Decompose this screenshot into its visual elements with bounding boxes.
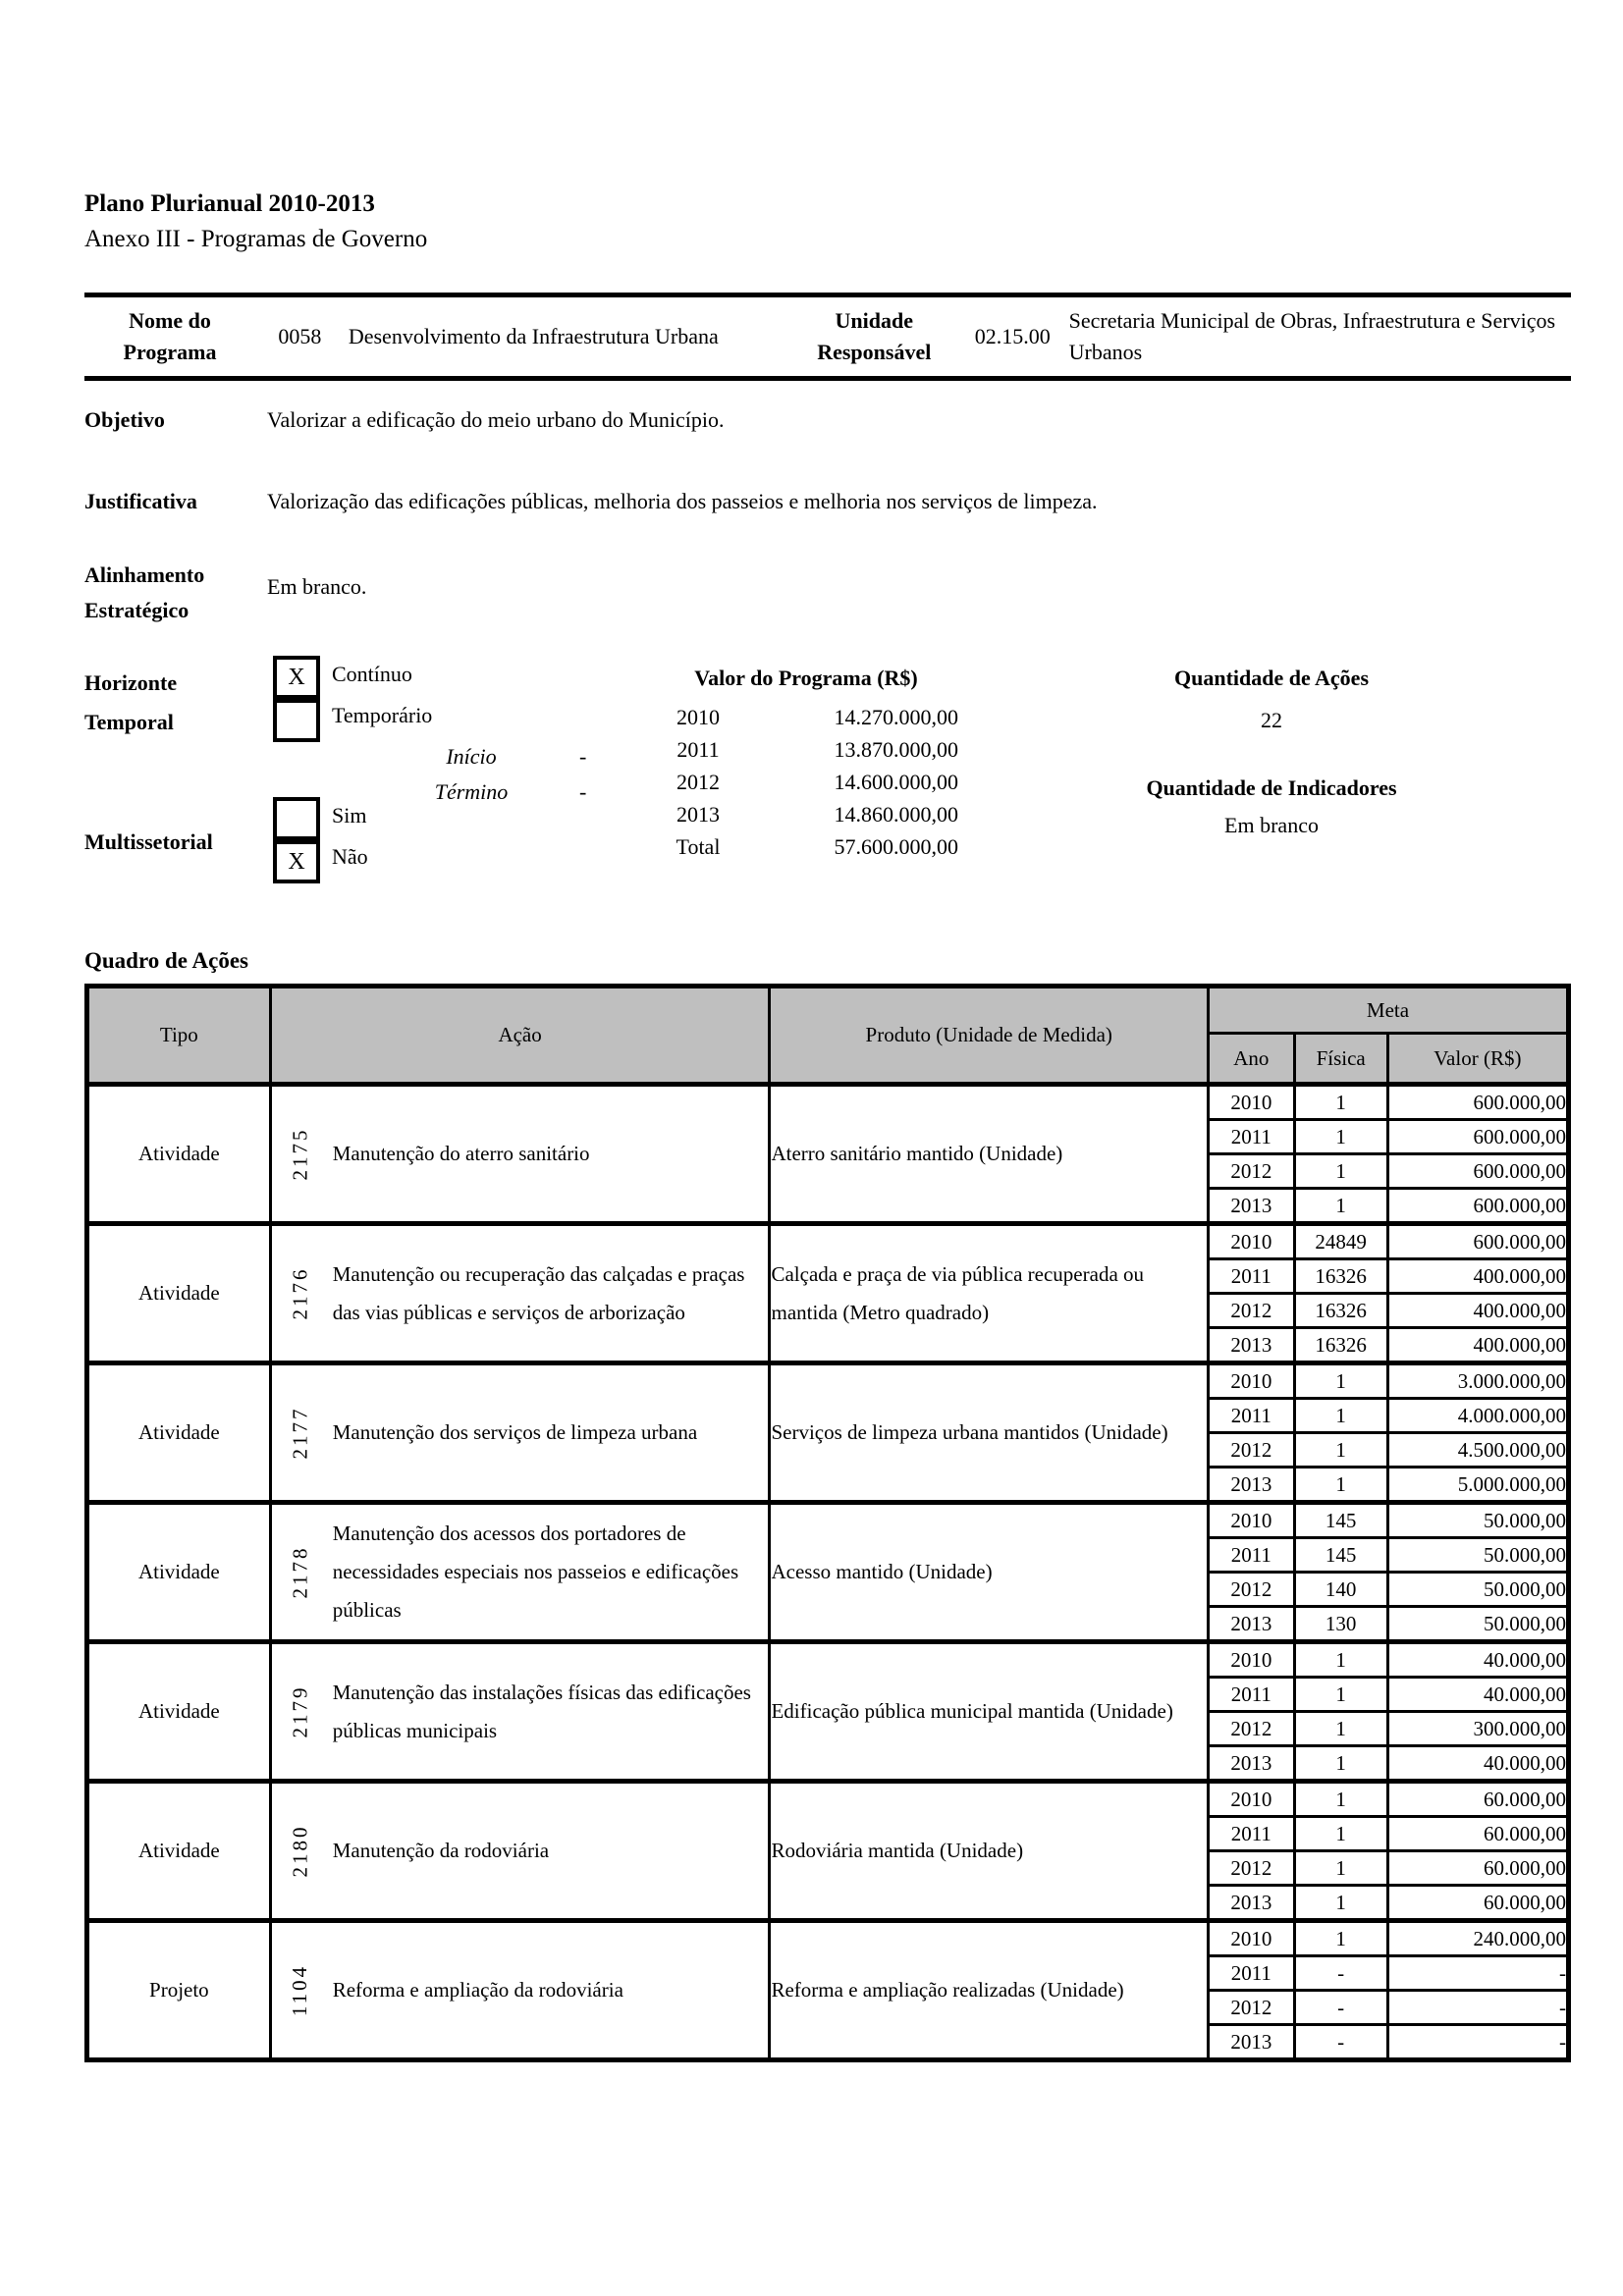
action-code-rotated: 2175 <box>288 1127 312 1181</box>
meta-fisica-cell: 140 <box>1294 1573 1387 1607</box>
quadro-header-row-1 <box>87 987 1569 1034</box>
action-acao-cell <box>270 1642 770 1782</box>
termino-label: Término <box>434 779 509 804</box>
action-tipo-cell: Atividade <box>87 1782 271 1921</box>
meta-fisica-cell: 130 <box>1294 1607 1387 1642</box>
action-code-rotated: 2177 <box>288 1406 312 1460</box>
meta-valor-cell: 240.000,00 <box>1387 1921 1568 1956</box>
action-code-rotated: 2178 <box>288 1545 312 1599</box>
valor-amount: 13.870.000,00 <box>834 737 958 762</box>
action-description: Manutenção dos serviços de limpeza urbana <box>332 1420 698 1445</box>
meta-ano-cell: 2013 <box>1208 1886 1294 1921</box>
meta-ano-cell: 2012 <box>1208 1712 1294 1746</box>
document-title: Plano Plurianual 2010-2013 <box>84 190 375 217</box>
valor-row <box>644 705 958 730</box>
meta-valor-cell: 600.000,00 <box>1387 1120 1568 1154</box>
meta-fisica-cell: - <box>1294 2025 1387 2060</box>
meta-fisica-cell: 1 <box>1294 1712 1387 1746</box>
col-header-acao: Ação <box>270 987 770 1085</box>
meta-fisica-cell: 1 <box>1294 1433 1387 1468</box>
action-produto-cell: Calçada e praça de via pública recuperada ou mantida (Metro quadrado) <box>770 1224 1208 1363</box>
quadro-acoes-title: Quadro de Ações <box>84 948 248 973</box>
meta-valor-cell: - <box>1387 1991 1568 2025</box>
action-acao-cell <box>270 1224 770 1363</box>
horizonte-checkbox-group <box>273 656 433 742</box>
action-acao-cell <box>270 1363 770 1503</box>
meta-ano-cell: 2011 <box>1208 1538 1294 1573</box>
meta-valor-cell: 3.000.000,00 <box>1387 1363 1568 1399</box>
sim-checkbox <box>273 797 320 840</box>
meta-ano-cell: 2012 <box>1208 1154 1294 1189</box>
quantidade-acoes-label: Quantidade de Ações <box>1173 666 1370 690</box>
meta-valor-cell: - <box>1387 1956 1568 1991</box>
action-description: Manutenção do aterro sanitário <box>332 1142 590 1166</box>
meta-fisica-cell: 145 <box>1294 1503 1387 1538</box>
action-description: Manutenção das instalações físicas das edificações públicas municipais <box>332 1680 751 1742</box>
meta-fisica-cell: 1 <box>1294 1921 1387 1956</box>
valor-row <box>644 802 958 828</box>
quadro-meta-row <box>87 1503 1569 1538</box>
justificativa-label: Justificativa <box>84 489 197 513</box>
program-code: 0058 <box>278 323 322 348</box>
meta-ano-cell: 2012 <box>1208 1573 1294 1607</box>
continuo-label: Contínuo <box>332 662 412 686</box>
quantidade-acoes-value: 22 <box>1261 708 1282 732</box>
program-name-label: Nome do Programa <box>123 308 217 364</box>
action-tipo-cell: Atividade <box>87 1642 271 1782</box>
meta-valor-cell: 40.000,00 <box>1387 1746 1568 1782</box>
col-header-meta: Meta <box>1208 987 1568 1034</box>
action-produto-cell: Reforma e ampliação realizadas (Unidade) <box>770 1921 1208 2060</box>
action-tipo-cell: Projeto <box>87 1921 271 2060</box>
document-subtitle: Anexo III - Programas de Governo <box>84 226 428 252</box>
alinhamento-label: Alinhamento Estratégico <box>84 562 205 622</box>
meta-valor-cell: 50.000,00 <box>1387 1607 1568 1642</box>
meta-fisica-cell: - <box>1294 1956 1387 1991</box>
valor-amount: 14.600.000,00 <box>834 770 958 794</box>
objetivo-label: Objetivo <box>84 407 165 432</box>
temporario-label: Temporário <box>332 703 433 727</box>
program-name: Desenvolvimento da Infraestrutura Urbana <box>348 323 719 348</box>
meta-ano-cell: 2012 <box>1208 1991 1294 2025</box>
action-description: Reforma e ampliação da rodoviária <box>332 1978 623 2002</box>
valor-year: 2013 <box>676 802 720 827</box>
action-produto-cell: Acesso mantido (Unidade) <box>770 1503 1208 1642</box>
action-produto-cell: Serviços de limpeza urbana mantidos (Unidade) <box>770 1363 1208 1503</box>
meta-ano-cell: 2013 <box>1208 1468 1294 1503</box>
multissetorial-checkbox-group <box>273 797 368 883</box>
action-code-rotated: 2179 <box>288 1684 312 1738</box>
quadro-meta-row <box>87 1782 1569 1817</box>
meta-fisica-cell: 145 <box>1294 1538 1387 1573</box>
meta-valor-cell: 300.000,00 <box>1387 1712 1568 1746</box>
meta-valor-cell: 40.000,00 <box>1387 1642 1568 1678</box>
col-header-valor: Valor (R$) <box>1387 1034 1568 1085</box>
meta-ano-cell: 2010 <box>1208 1921 1294 1956</box>
termino-value: - <box>579 779 587 804</box>
meta-valor-cell: 60.000,00 <box>1387 1851 1568 1886</box>
meta-ano-cell: 2013 <box>1208 1607 1294 1642</box>
col-header-ano: Ano <box>1208 1034 1294 1085</box>
meta-fisica-cell: 1 <box>1294 1085 1387 1120</box>
meta-ano-cell: 2011 <box>1208 1399 1294 1433</box>
meta-fisica-cell: 16326 <box>1294 1328 1387 1363</box>
continuo-checkbox <box>273 656 320 699</box>
meta-ano-cell: 2011 <box>1208 1120 1294 1154</box>
meta-ano-cell: 2010 <box>1208 1503 1294 1538</box>
meta-valor-cell: 400.000,00 <box>1387 1294 1568 1328</box>
valor-year: 2010 <box>676 705 720 729</box>
meta-ano-cell: 2013 <box>1208 1746 1294 1782</box>
meta-valor-cell: 5.000.000,00 <box>1387 1468 1568 1503</box>
meta-ano-cell: 2010 <box>1208 1642 1294 1678</box>
action-code-rotated: 2180 <box>288 1824 312 1878</box>
quadro-acoes-table <box>84 984 1571 2062</box>
meta-ano-cell: 2010 <box>1208 1224 1294 1259</box>
meta-ano-cell: 2010 <box>1208 1363 1294 1399</box>
meta-valor-cell: 600.000,00 <box>1387 1224 1568 1259</box>
action-tipo-cell: Atividade <box>87 1363 271 1503</box>
action-produto-cell: Rodoviária mantida (Unidade) <box>770 1782 1208 1921</box>
action-description: Manutenção ou recuperação das calçadas e praças das vias públicas e serviços de arborização <box>332 1261 745 1324</box>
meta-fisica-cell: 1 <box>1294 1399 1387 1433</box>
action-code-rotated: 2176 <box>288 1266 312 1320</box>
valor-row <box>644 737 958 763</box>
meta-fisica-cell: 1 <box>1294 1154 1387 1189</box>
meta-valor-cell: 60.000,00 <box>1387 1886 1568 1921</box>
meta-fisica-cell: 1 <box>1294 1120 1387 1154</box>
meta-fisica-cell: 24849 <box>1294 1224 1387 1259</box>
meta-valor-cell: - <box>1387 2025 1568 2060</box>
action-acao-cell <box>270 1921 770 2060</box>
meta-ano-cell: 2010 <box>1208 1085 1294 1120</box>
meta-fisica-cell: 1 <box>1294 1189 1387 1224</box>
inicio-value: - <box>579 744 587 769</box>
valor-row <box>644 834 958 860</box>
meta-fisica-cell: 1 <box>1294 1468 1387 1503</box>
quantidade-indicadores-value: Em branco <box>1224 813 1319 837</box>
meta-ano-cell: 2011 <box>1208 1259 1294 1294</box>
meta-ano-cell: 2011 <box>1208 1956 1294 1991</box>
action-tipo-cell: Atividade <box>87 1503 271 1642</box>
meta-valor-cell: 60.000,00 <box>1387 1782 1568 1817</box>
nao-label: Não <box>332 844 368 869</box>
quadro-meta-row <box>87 1642 1569 1678</box>
meta-valor-cell: 4.000.000,00 <box>1387 1399 1568 1433</box>
action-code-rotated: 1104 <box>288 1963 312 2017</box>
meta-valor-cell: 4.500.000,00 <box>1387 1433 1568 1468</box>
valor-amount: 14.860.000,00 <box>834 802 958 827</box>
action-description: Manutenção da rodoviária <box>332 1839 550 1863</box>
col-header-produto: Produto (Unidade de Medida) <box>770 987 1208 1085</box>
meta-ano-cell: 2012 <box>1208 1294 1294 1328</box>
program-header-table <box>84 293 1571 381</box>
meta-valor-cell: 50.000,00 <box>1387 1538 1568 1573</box>
action-tipo-cell: Atividade <box>87 1224 271 1363</box>
multissetorial-label: Multissetorial <box>84 829 213 854</box>
program-header-row <box>84 295 1571 379</box>
meta-valor-cell: 400.000,00 <box>1387 1259 1568 1294</box>
nao-check-mark: X <box>288 848 305 875</box>
action-produto-cell: Aterro sanitário mantido (Unidade) <box>770 1085 1208 1224</box>
quadro-meta-row <box>87 1921 1569 1956</box>
justificativa-text: Valorização das edificações públicas, melhoria dos passeios e melhoria nos serviços de limpeza. <box>267 489 1098 513</box>
objetivo-text: Valorizar a edificação do meio urbano do Município. <box>267 407 725 432</box>
meta-ano-cell: 2011 <box>1208 1817 1294 1851</box>
inicio-label: Início <box>446 744 497 769</box>
quadro-header <box>87 987 1569 1085</box>
quadro-body <box>87 1085 1569 2060</box>
valor-programa-title: Valor do Programa (R$) <box>694 666 918 690</box>
nao-checkbox <box>273 840 320 883</box>
sim-label: Sim <box>332 803 367 828</box>
action-acao-cell <box>270 1503 770 1642</box>
action-acao-cell <box>270 1782 770 1921</box>
meta-fisica-cell: 1 <box>1294 1678 1387 1712</box>
col-header-tipo: Tipo <box>87 987 271 1085</box>
valor-amount: 57.600.000,00 <box>834 834 958 859</box>
meta-ano-cell: 2013 <box>1208 2025 1294 2060</box>
continuo-check-mark: X <box>288 664 305 690</box>
responsible-unit-label: Unidade Responsável <box>817 308 932 364</box>
meta-valor-cell: 50.000,00 <box>1387 1573 1568 1607</box>
valor-programa-rows <box>644 705 958 860</box>
meta-ano-cell: 2012 <box>1208 1851 1294 1886</box>
valor-year: 2011 <box>676 737 720 762</box>
quadro-meta-row <box>87 1085 1569 1120</box>
meta-fisica-cell: 16326 <box>1294 1259 1387 1294</box>
valor-amount: 14.270.000,00 <box>834 705 958 729</box>
valor-row <box>644 770 958 795</box>
meta-valor-cell: 40.000,00 <box>1387 1678 1568 1712</box>
meta-valor-cell: 600.000,00 <box>1387 1085 1568 1120</box>
meta-ano-cell: 2012 <box>1208 1433 1294 1468</box>
meta-fisica-cell: - <box>1294 1991 1387 2025</box>
action-produto-cell: Edificação pública municipal mantida (Unidade) <box>770 1642 1208 1782</box>
quantidade-indicadores-label: Quantidade de Indicadores <box>1146 775 1397 800</box>
responsible-unit-name: Secretaria Municipal de Obras, Infraestrutura e Serviços Urbanos <box>1068 308 1556 364</box>
meta-valor-cell: 50.000,00 <box>1387 1503 1568 1538</box>
meta-fisica-cell: 1 <box>1294 1642 1387 1678</box>
meta-fisica-cell: 16326 <box>1294 1294 1387 1328</box>
action-tipo-cell: Atividade <box>87 1085 271 1224</box>
meta-fisica-cell: 1 <box>1294 1886 1387 1921</box>
meta-fisica-cell: 1 <box>1294 1817 1387 1851</box>
meta-valor-cell: 600.000,00 <box>1387 1154 1568 1189</box>
temporario-checkbox <box>273 699 320 742</box>
meta-valor-cell: 60.000,00 <box>1387 1817 1568 1851</box>
meta-valor-cell: 400.000,00 <box>1387 1328 1568 1363</box>
meta-fisica-cell: 1 <box>1294 1782 1387 1817</box>
responsible-unit-code: 02.15.00 <box>974 323 1051 348</box>
horizonte-temporal-label: Horizonte Temporal <box>84 670 178 734</box>
action-description: Manutenção dos acessos dos portadores de necessidades especiais nos passeios e edificações públicas <box>332 1522 739 1622</box>
quadro-meta-row <box>87 1224 1569 1259</box>
meta-valor-cell: 600.000,00 <box>1387 1189 1568 1224</box>
valor-year: Total <box>676 834 721 859</box>
meta-fisica-cell: 1 <box>1294 1851 1387 1886</box>
meta-ano-cell: 2013 <box>1208 1328 1294 1363</box>
quadro-meta-row <box>87 1363 1569 1399</box>
meta-ano-cell: 2011 <box>1208 1678 1294 1712</box>
meta-fisica-cell: 1 <box>1294 1363 1387 1399</box>
meta-ano-cell: 2013 <box>1208 1189 1294 1224</box>
action-acao-cell <box>270 1085 770 1224</box>
meta-ano-cell: 2010 <box>1208 1782 1294 1817</box>
meta-fisica-cell: 1 <box>1294 1746 1387 1782</box>
col-header-fisica: Física <box>1294 1034 1387 1085</box>
valor-year: 2012 <box>676 770 720 794</box>
alinhamento-text: Em branco. <box>267 574 367 599</box>
